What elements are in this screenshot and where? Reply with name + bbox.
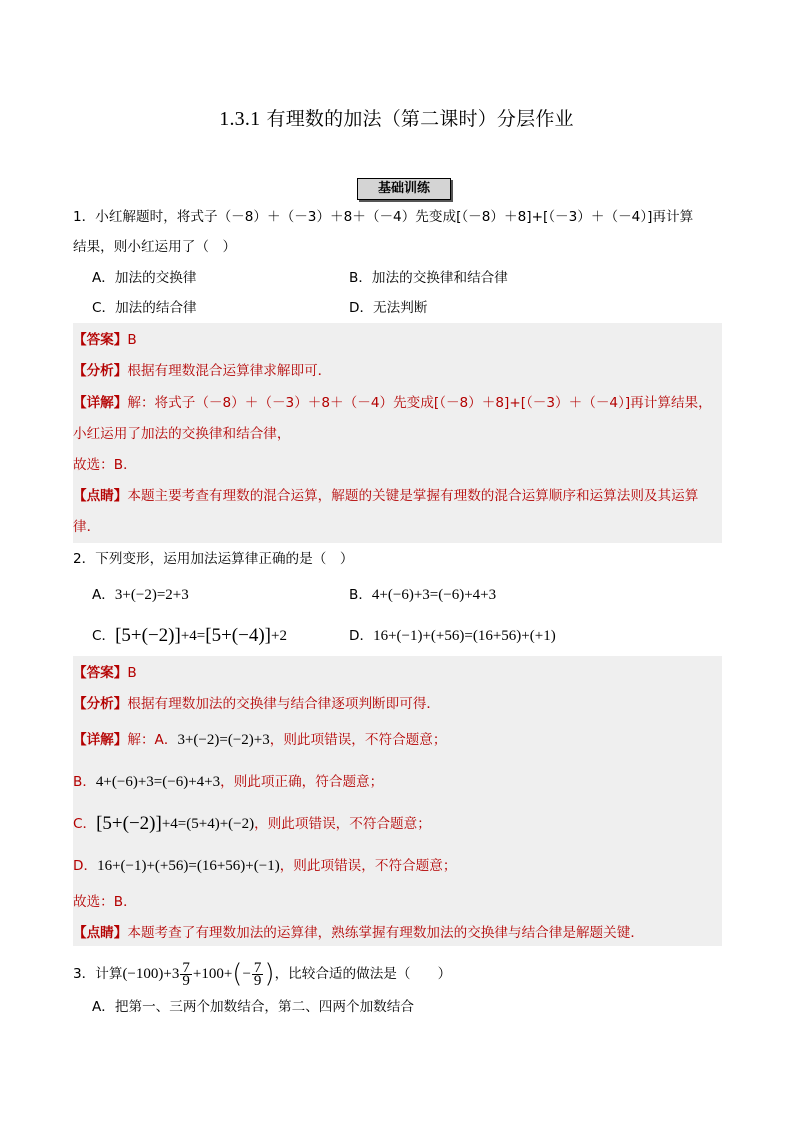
q1-option-b: B．加法的交换律和结合律 [349,270,508,286]
q2-choose: 故选：B． [73,894,137,910]
q1-analysis: 【分析】根据有理数混合运算律求解即可． [73,363,332,379]
q1-detail-line1: 【详解】解：将式子（－8）＋（－3）＋8＋（－4）先变成[（－8）＋8]+[（－3）＋（－4）]再计算结果， [73,395,712,411]
q1-choose: 故选：B． [73,457,137,473]
q2-detail-d: D．16+(−1)+(+56)=(16+56)+(−1)，则此项错误，不符合题意； [73,858,457,874]
q3-fraction-1: $\frac{7}{9}$ [182,959,190,989]
q1-comment-line2: 律． [73,519,101,535]
q2-option-b: B．4+(−6)+3=(−6)+4+3 [349,587,497,603]
q2-option-c: C．[5+(−2)]+4=[5+(−4)]+2 [92,625,287,646]
q1-stem-line1: 1．小红解题时，将式子（－8）＋（－3）＋8＋（－4）先变成[（－8）＋8]+[（－3）＋（－4）]再计算 [73,209,694,225]
q1-option-d: D．无法判断 [349,300,428,316]
q1-comment-line1: 【点睛】本题主要考查有理数的混合运算，解题的关键是掌握有理数的混合运算顺序和运算法则及其运算 [73,488,699,504]
title-number: 1.3.1 [219,108,261,130]
q2-option-d: D．16+(−1)+(+56)=(16+56)+(+1) [349,628,556,644]
title-text: 有理数的加法（第二课时）分层作业 [266,108,574,130]
q1-detail-line2: 小红运用了加法的交换律和结合律， [73,426,291,442]
q1-option-c: C．加法的结合律 [92,300,197,316]
q2-analysis: 【分析】根据有理数加法的交换律与结合律逐项判断即可得． [73,696,441,712]
q2-answer: 【答案】B [73,665,137,681]
q1-stem-line2: 结果，则小红运用了（ ） [73,239,237,255]
q2-comment: 【点睛】本题考查了有理数加法的运算律，熟练掌握有理数加法的交换律与结合律是解题关键． [73,925,644,941]
q2-detail-a: 【详解】解：A．3+(−2)=(−2)+3，则此项错误，不符合题意； [73,732,447,748]
section-label: 基础训练 [357,178,451,200]
q3-option-a: A．把第一、三两个加数结合，第二、四两个加数结合 [92,999,414,1015]
q2-option-a: A．3+(−2)=2+3 [92,587,189,603]
q1-option-a: A．加法的交换律 [92,270,197,286]
page-title [0,104,793,131]
q2-stem: 2．下列变形，运用加法运算律正确的是（ ） [73,551,354,567]
q3-fraction-2: $\frac{7}{9}$ [253,959,262,989]
q2-detail-b: B．4+(−6)+3=(−6)+4+3，则此项正确，符合题意； [73,774,384,790]
q2-detail-c: C．[5+(−2)]+4=(5+4)+(−2)，则此项错误，不符合题意； [73,813,431,834]
q1-answer: 【答案】B [73,332,137,348]
q3-stem: 3．计算(−100)+3 $\frac{7}{9}$ +100+(− $\frac{7}{9}$ )，比较合适的做法是（ ） [73,959,452,989]
